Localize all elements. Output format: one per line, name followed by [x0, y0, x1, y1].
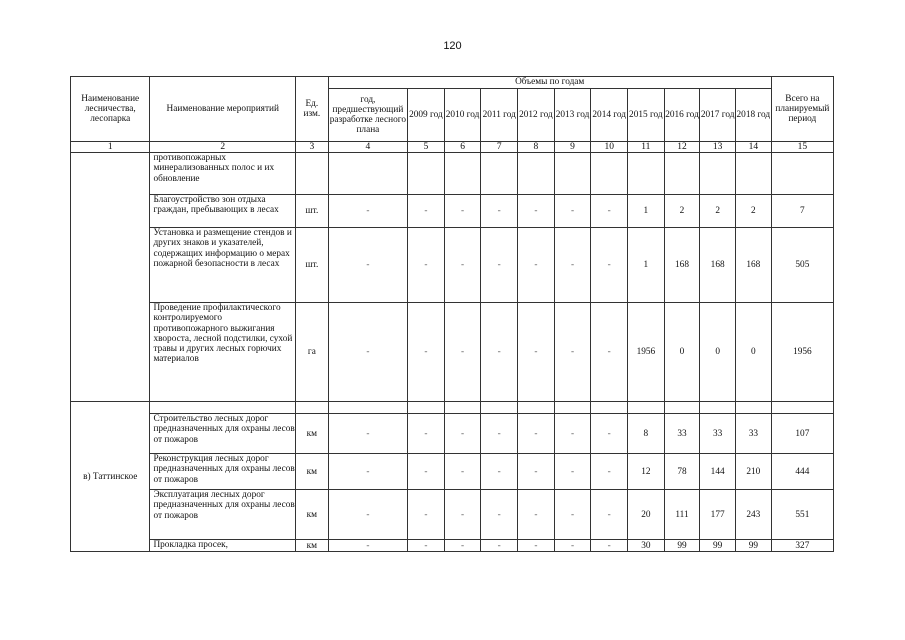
value-cell: 0 — [664, 303, 700, 402]
value-cell: - — [328, 490, 407, 540]
value-cell — [591, 402, 628, 414]
value-cell — [554, 402, 591, 414]
value-cell: - — [481, 490, 518, 540]
value-cell: - — [591, 454, 628, 490]
value-cell — [628, 153, 665, 195]
value-cell: - — [408, 454, 445, 490]
value-cell: 0 — [735, 303, 771, 402]
value-cell: - — [518, 228, 555, 303]
total-cell — [771, 153, 833, 195]
value-cell: - — [328, 303, 407, 402]
value-cell: 99 — [664, 540, 700, 552]
value-cell: 1 — [628, 195, 665, 228]
unit-cell: га — [296, 303, 329, 402]
value-cell: 210 — [735, 454, 771, 490]
value-cell: - — [481, 414, 518, 454]
column-number: 7 — [481, 142, 518, 153]
value-cell: - — [518, 195, 555, 228]
total-cell: 551 — [771, 490, 833, 540]
value-cell: 8 — [628, 414, 665, 454]
value-cell: - — [408, 490, 445, 540]
value-cell: 99 — [700, 540, 736, 552]
column-number: 2 — [150, 142, 296, 153]
value-cell — [735, 402, 771, 414]
unit-cell — [296, 153, 329, 195]
value-cell: - — [591, 303, 628, 402]
column-number: 6 — [444, 142, 481, 153]
value-cell: 177 — [700, 490, 736, 540]
total-cell: 444 — [771, 454, 833, 490]
table-row — [71, 228, 834, 303]
header-year: 2016 год — [664, 89, 700, 142]
activity-cell: противопожарных минерализованных полос и их обновление — [150, 153, 296, 195]
total-cell: 107 — [771, 414, 833, 454]
total-cell: 7 — [771, 195, 833, 228]
value-cell — [444, 402, 481, 414]
value-cell: - — [554, 228, 591, 303]
value-cell: 1956 — [628, 303, 665, 402]
value-cell — [700, 153, 736, 195]
table-row — [71, 490, 834, 540]
value-cell: - — [518, 454, 555, 490]
value-cell: 99 — [735, 540, 771, 552]
value-cell: - — [591, 228, 628, 303]
value-cell — [664, 402, 700, 414]
total-cell: 1956 — [771, 303, 833, 402]
header-year: 2018 год — [735, 89, 771, 142]
value-cell: - — [328, 228, 407, 303]
value-cell — [735, 153, 771, 195]
value-cell: 2 — [735, 195, 771, 228]
value-cell: 0 — [700, 303, 736, 402]
value-cell — [444, 153, 481, 195]
activity-cell — [150, 402, 296, 414]
header-year: 2015 год — [628, 89, 665, 142]
column-number: 8 — [518, 142, 555, 153]
value-cell: 111 — [664, 490, 700, 540]
value-cell — [664, 153, 700, 195]
value-cell: 33 — [664, 414, 700, 454]
table-row — [71, 414, 834, 454]
table-row — [71, 402, 834, 414]
header-year: 2010 год — [444, 89, 481, 142]
value-cell — [628, 402, 665, 414]
value-cell: - — [481, 195, 518, 228]
value-cell: - — [444, 540, 481, 552]
value-cell: - — [328, 414, 407, 454]
header-year: 2009 год — [408, 89, 445, 142]
value-cell: - — [328, 454, 407, 490]
value-cell — [554, 153, 591, 195]
header-year: 2011 год — [481, 89, 518, 142]
value-cell: - — [481, 228, 518, 303]
value-cell — [328, 153, 407, 195]
unit-cell: шт. — [296, 228, 329, 303]
total-cell: 505 — [771, 228, 833, 303]
total-cell — [771, 402, 833, 414]
header-total: Всего на планируемый период — [771, 77, 833, 142]
activity-cell: Установка и размещение стендов и других знаков и указателей, содержащих информацию о мерах пожарной безопасности в лесах — [150, 228, 296, 303]
value-cell: - — [328, 195, 407, 228]
value-cell: - — [481, 303, 518, 402]
column-number: 5 — [408, 142, 445, 153]
value-cell: - — [408, 414, 445, 454]
header-activity: Наименование мероприятий — [150, 77, 296, 142]
value-cell — [481, 402, 518, 414]
forestry-group-label: в) Таттинское — [71, 402, 150, 552]
activity-cell: Прокладка просек, — [150, 540, 296, 552]
value-cell: 33 — [700, 414, 736, 454]
value-cell: - — [444, 414, 481, 454]
value-cell: - — [328, 540, 407, 552]
header-year: 2012 год — [518, 89, 555, 142]
column-number: 1 — [71, 142, 150, 153]
value-cell: - — [408, 540, 445, 552]
header-year: 2014 год — [591, 89, 628, 142]
value-cell: - — [408, 228, 445, 303]
unit-cell: шт. — [296, 195, 329, 228]
value-cell: - — [408, 303, 445, 402]
activity-cell: Реконструкция лесных дорог предназначенных для охраны лесов от пожаров — [150, 454, 296, 490]
value-cell: 168 — [735, 228, 771, 303]
activity-cell: Благоустройство зон отдыха граждан, пребывающих в лесах — [150, 195, 296, 228]
activity-cell: Эксплуатация лесных дорог предназначенных для охраны лесов от пожаров — [150, 490, 296, 540]
header-unit: Ед. изм. — [296, 77, 329, 142]
activity-cell: Строительство лесных дорог предназначенных для охраны лесов от пожаров — [150, 414, 296, 454]
value-cell: 2 — [700, 195, 736, 228]
column-number: 12 — [664, 142, 700, 153]
value-cell: 168 — [700, 228, 736, 303]
value-cell: - — [591, 195, 628, 228]
value-cell: - — [408, 195, 445, 228]
unit-cell: км — [296, 490, 329, 540]
value-cell: - — [518, 303, 555, 402]
value-cell: - — [554, 490, 591, 540]
value-cell — [518, 402, 555, 414]
header-year: 2017 год — [700, 89, 736, 142]
header-prev-year: год, предшествующий разработке лесного плана — [328, 89, 407, 142]
value-cell: - — [518, 490, 555, 540]
value-cell: - — [518, 414, 555, 454]
value-cell: - — [444, 303, 481, 402]
value-cell: 12 — [628, 454, 665, 490]
table-row — [71, 540, 834, 552]
value-cell: - — [444, 490, 481, 540]
value-cell — [700, 402, 736, 414]
header-year: 2013 год — [554, 89, 591, 142]
value-cell: 33 — [735, 414, 771, 454]
column-number: 14 — [735, 142, 771, 153]
column-number: 9 — [554, 142, 591, 153]
column-number: 10 — [591, 142, 628, 153]
forestry-cell — [71, 153, 150, 402]
value-cell — [591, 153, 628, 195]
table-row — [71, 153, 834, 195]
value-cell: - — [481, 540, 518, 552]
column-number: 15 — [771, 142, 833, 153]
value-cell: - — [444, 228, 481, 303]
page-number: 120 — [443, 40, 462, 52]
activity-cell: Проведение профилактического контролируемого противопожарного выжигания хвороста, лесной подстилки, сухой травы и других лесных горючих материалов — [150, 303, 296, 402]
header-forestry: Наименование лесничества, лесопарка — [71, 77, 150, 142]
value-cell: 2 — [664, 195, 700, 228]
column-number: 11 — [628, 142, 665, 153]
column-number: 3 — [296, 142, 329, 153]
value-cell: - — [554, 414, 591, 454]
value-cell — [518, 153, 555, 195]
value-cell — [328, 402, 407, 414]
total-cell: 327 — [771, 540, 833, 552]
unit-cell: км — [296, 540, 329, 552]
column-number: 13 — [700, 142, 736, 153]
value-cell: - — [591, 540, 628, 552]
value-cell: - — [518, 540, 555, 552]
value-cell: - — [591, 490, 628, 540]
value-cell: - — [444, 454, 481, 490]
value-cell: 168 — [664, 228, 700, 303]
value-cell: - — [554, 195, 591, 228]
unit-cell — [296, 402, 329, 414]
value-cell: - — [481, 454, 518, 490]
value-cell: - — [554, 303, 591, 402]
value-cell: 20 — [628, 490, 665, 540]
value-cell — [408, 153, 445, 195]
value-cell: 30 — [628, 540, 665, 552]
header-volumes-by-year: Объемы по годам — [328, 77, 771, 89]
table-row — [71, 303, 834, 402]
value-cell: - — [554, 454, 591, 490]
value-cell: - — [591, 414, 628, 454]
value-cell: - — [554, 540, 591, 552]
table-row — [71, 195, 834, 228]
value-cell — [481, 153, 518, 195]
table-row — [71, 454, 834, 490]
forest-fire-plan-table — [70, 76, 834, 552]
column-number: 4 — [328, 142, 407, 153]
value-cell: 144 — [700, 454, 736, 490]
value-cell: 78 — [664, 454, 700, 490]
value-cell: 243 — [735, 490, 771, 540]
value-cell: - — [444, 195, 481, 228]
unit-cell: км — [296, 454, 329, 490]
unit-cell: км — [296, 414, 329, 454]
value-cell: 1 — [628, 228, 665, 303]
value-cell — [408, 402, 445, 414]
